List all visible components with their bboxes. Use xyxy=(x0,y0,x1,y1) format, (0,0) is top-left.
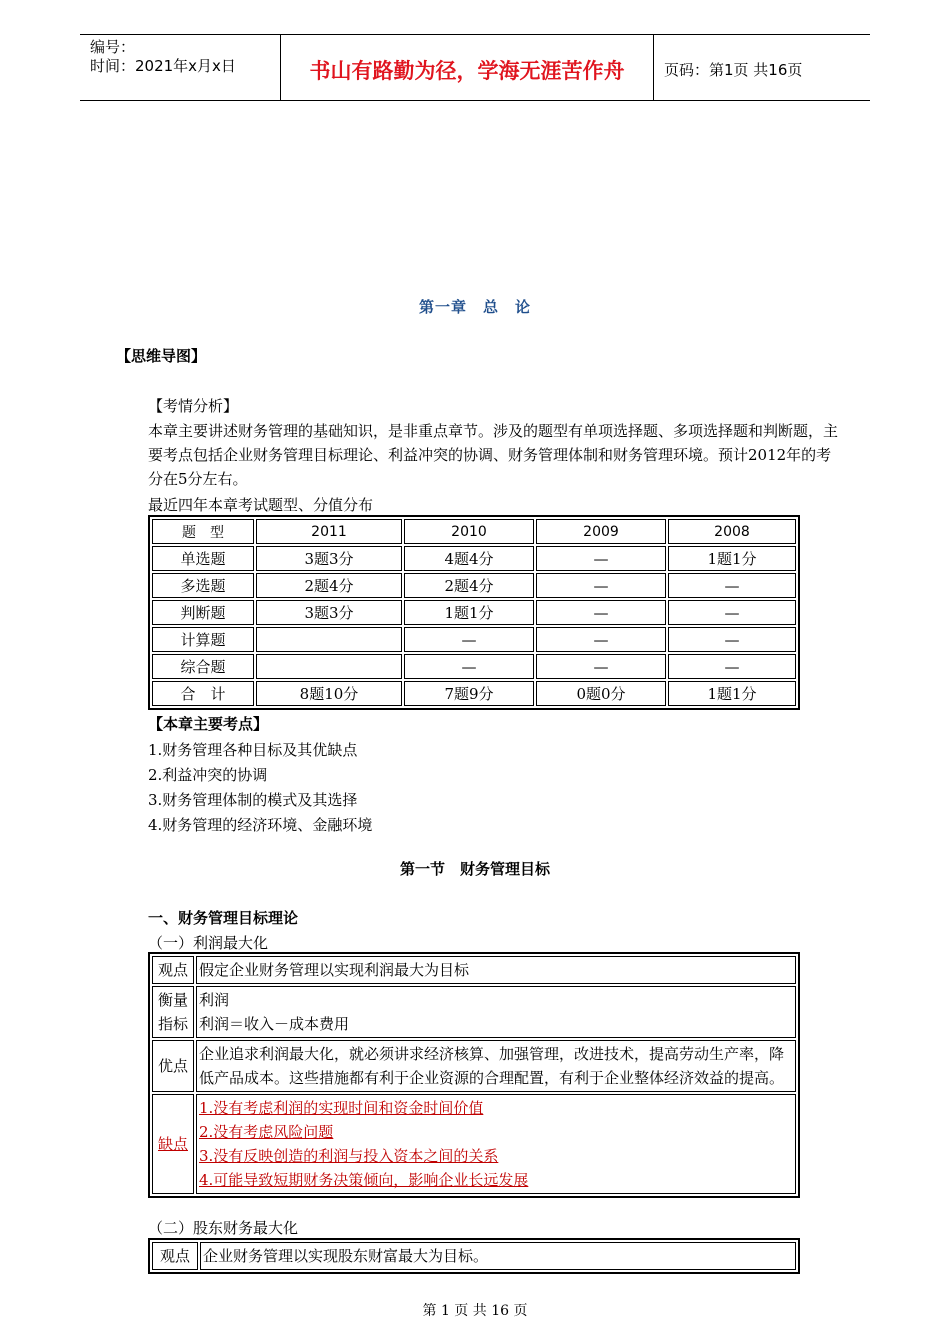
con-list xyxy=(196,1094,796,1194)
measure-label-line: 指标 xyxy=(157,1015,188,1033)
table-cell: 多选题 xyxy=(152,573,254,598)
table-row xyxy=(152,600,796,625)
table-cell: 7题9分 xyxy=(404,681,534,706)
table-cell: — xyxy=(668,627,796,652)
keypoints-heading: 【本章主要考点】 xyxy=(148,715,269,733)
measure-line: 利润 xyxy=(199,991,230,1009)
table-row xyxy=(152,956,796,984)
header-meta xyxy=(80,35,281,100)
page-header xyxy=(80,34,870,101)
table-cell: 4题4分 xyxy=(404,546,534,571)
date-text: 时间：2021年x月x日 xyxy=(90,57,236,75)
keypoint-item: 1.财务管理各种目标及其优缺点 xyxy=(148,741,358,759)
measure-label xyxy=(152,986,194,1038)
table-row xyxy=(152,573,796,598)
table-cell: 2题4分 xyxy=(256,573,402,598)
table-row xyxy=(152,546,796,571)
table-cell: 综合题 xyxy=(152,654,254,679)
pro-text: 企业追求利润最大化，就必须讲求经济核算、加强管理，改进技术，提高劳动生产率，降低产品成本。这些措施都有利于企业资源的合理配置，有利于企业整体经济效益的提高。 xyxy=(196,1040,796,1092)
header-page-info: 页码：第1页 共16页 xyxy=(664,61,803,79)
table-row xyxy=(152,654,796,679)
view-text: 企业财务管理以实现股东财富最大为目标。 xyxy=(200,1242,796,1270)
pro-label: 优点 xyxy=(152,1040,194,1092)
table-cell xyxy=(256,654,402,679)
analysis-paragraph xyxy=(148,419,838,491)
measure-text xyxy=(196,986,796,1038)
table-row xyxy=(152,1242,796,1270)
con-item: 3.没有反映创造的利润与投入资本之间的关系 xyxy=(199,1147,499,1165)
keypoint-item: 3.财务管理体制的模式及其选择 xyxy=(148,791,358,809)
table-cell: — xyxy=(668,654,796,679)
score-distribution-table xyxy=(148,515,800,710)
table-cell: — xyxy=(536,654,666,679)
con-item: 4.可能导致短期财务决策倾向，影响企业长远发展 xyxy=(199,1171,529,1189)
table-cell: — xyxy=(404,627,534,652)
table-cell: 8题10分 xyxy=(256,681,402,706)
view-label: 观点 xyxy=(152,1242,198,1270)
table-cell: 0题0分 xyxy=(536,681,666,706)
dist-caption: 最近四年本章考试题型、分值分布 xyxy=(148,496,374,514)
table-cell: 1题1分 xyxy=(404,600,534,625)
keypoint-item: 4.财务管理的经济环境、金融环境 xyxy=(148,816,373,834)
analysis-text: 本章主要讲述财务管理的基础知识，是非重点章节。涉及的题型有单项选择题、多项选择题和判断题，主要考点包括企业财务管理目标理论、利益冲突的协调、财务管理体制和财务管理环境。预计2012年的考分在5分左右。 xyxy=(148,422,839,488)
page-footer: 第 1 页 共 16 页 xyxy=(422,1303,528,1319)
table-cell: 判断题 xyxy=(152,600,254,625)
mindmap-heading: 【思维导图】 xyxy=(116,347,207,365)
table-total-row xyxy=(152,681,796,706)
chapter-title: 第一章 总 论 xyxy=(418,298,531,316)
table-row xyxy=(152,1094,796,1194)
analysis-heading: 【考情分析】 xyxy=(148,397,239,415)
profit-heading: （一）利润最大化 xyxy=(148,934,269,952)
table-cell: 合 计 xyxy=(152,681,254,706)
keypoint-item: 2.利益冲突的协调 xyxy=(148,766,268,784)
subsection-title: 一、财务管理目标理论 xyxy=(148,909,299,927)
section-title: 第一节 财务管理目标 xyxy=(399,860,550,878)
table-cell: — xyxy=(536,573,666,598)
header-cell: 题 型 xyxy=(152,519,254,544)
con-label-text: 缺点 xyxy=(157,1135,188,1153)
table-cell: — xyxy=(668,573,796,598)
table-cell: 3题3分 xyxy=(256,600,402,625)
table-cell: 1题1分 xyxy=(668,681,796,706)
header-cell: 2011 xyxy=(256,519,402,544)
measure-label-line: 衡量 xyxy=(157,991,188,1009)
table-cell: 2题4分 xyxy=(404,573,534,598)
header-cell: 2010 xyxy=(404,519,534,544)
table-cell xyxy=(256,627,402,652)
table-cell: 单选题 xyxy=(152,546,254,571)
table-header-row xyxy=(152,519,796,544)
table-cell: — xyxy=(668,600,796,625)
header-motto: 书山有路勤为径，学海无涯苦作舟 xyxy=(281,35,654,100)
view-label: 观点 xyxy=(152,956,194,984)
table-cell: 3题3分 xyxy=(256,546,402,571)
view-text: 假定企业财务管理以实现利润最大为目标 xyxy=(196,956,796,984)
table-cell: — xyxy=(536,600,666,625)
table-cell: — xyxy=(536,627,666,652)
serial-label: 编号： xyxy=(90,38,136,56)
con-item: 2.没有考虑风险问题 xyxy=(199,1123,334,1141)
table-cell: — xyxy=(404,654,534,679)
table-cell: — xyxy=(536,546,666,571)
measure-line: 利润＝收入－成本费用 xyxy=(199,1015,350,1033)
header-cell: 2008 xyxy=(668,519,796,544)
table-row xyxy=(152,1040,796,1092)
header-cell: 2009 xyxy=(536,519,666,544)
table-cell: 1题1分 xyxy=(668,546,796,571)
shareholder-heading: （二）股东财务最大化 xyxy=(148,1219,299,1237)
table-cell: 计算题 xyxy=(152,627,254,652)
shareholder-table xyxy=(148,1238,800,1274)
table-row xyxy=(152,627,796,652)
table-row xyxy=(152,986,796,1038)
con-item: 1.没有考虑利润的实现时间和资金时间价值 xyxy=(199,1099,484,1117)
profit-max-table xyxy=(148,952,800,1198)
con-label xyxy=(152,1094,194,1194)
